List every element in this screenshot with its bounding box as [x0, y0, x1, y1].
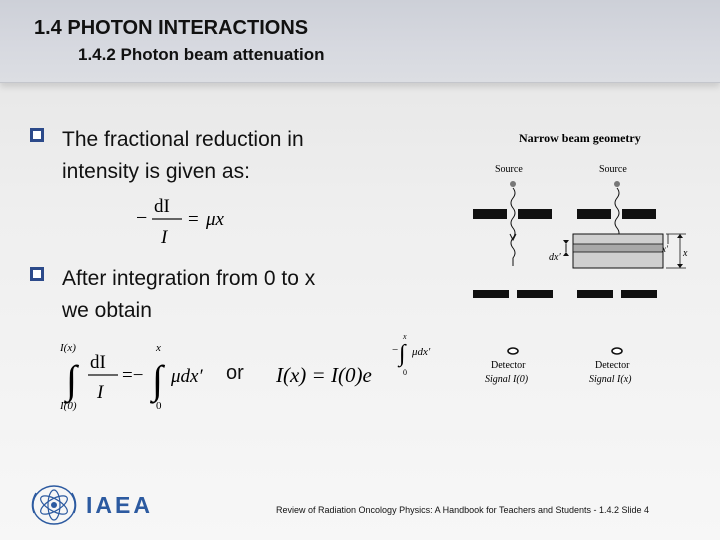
iaea-logo-icon [28, 483, 84, 527]
dx-arrow-top-icon [563, 240, 569, 244]
detector-left-icon [508, 348, 518, 354]
result-exp-lower: 0 [403, 368, 407, 377]
bullet-text: The fractional reduction in intensity is given as: [62, 128, 304, 183]
bullet-box-icon [30, 267, 44, 281]
or-word: or [226, 362, 244, 384]
equation-fractional-reduction [132, 188, 242, 250]
x-arrow-bottom-icon [677, 264, 683, 268]
narrow-beam-diagram [462, 122, 702, 390]
photon-beam-left [511, 188, 515, 266]
source-right-label: Source [599, 164, 627, 175]
result-exp-integral: ∫ [399, 341, 406, 367]
collimator-lower-left-a [473, 290, 509, 298]
equation-result [272, 330, 447, 390]
absorber-dx-layer [573, 244, 663, 252]
collimator-upper-left-a [473, 209, 507, 219]
dx-arrow-bottom-icon [563, 252, 569, 256]
integral-lower-limit-right: 0 [156, 400, 162, 412]
equation-integral [56, 338, 221, 416]
collimator-lower-left-b [517, 290, 553, 298]
bullet-text: After integration from 0 to x we obtain [62, 267, 316, 322]
integral-denominator: I [97, 382, 104, 403]
header-band [0, 0, 720, 83]
collimator-upper-right-a [577, 209, 611, 219]
integral-numerator: dI [90, 352, 106, 373]
detector-left-label: Detector [491, 360, 526, 371]
signal-right-label: Signal I(x) [589, 374, 632, 385]
x-prime-label: x′ [662, 244, 668, 254]
result-exp-minus: − [392, 344, 399, 356]
collimator-upper-left-b [518, 209, 552, 219]
eq-equals: = [188, 209, 199, 230]
integral-upper-limit-left: I(x) [60, 342, 76, 354]
eq-numerator: dI [154, 196, 170, 217]
detector-right-label: Detector [595, 360, 630, 371]
iaea-logo-text: IAEA [86, 492, 153, 518]
diagram-title: Narrow beam geometry [519, 131, 641, 145]
dx-label: dx′ [549, 252, 561, 263]
integral-lower-limit-left: I(0) [60, 400, 77, 412]
beam-arrow-left-icon [510, 234, 516, 240]
collimator-lower-right-a [577, 290, 613, 298]
bullet-box-icon [30, 128, 44, 142]
bullet-integration [30, 263, 315, 327]
x-arrow-top-icon [677, 234, 683, 238]
result-exp-integrand: μdx′ [412, 346, 431, 358]
slide-subtitle: 1.4.2 Photon beam attenuation [78, 45, 325, 64]
integral-sign-right: ∫ [152, 357, 163, 402]
integral-integrand: μdx′ [171, 366, 203, 387]
source-right-icon [614, 181, 620, 187]
eq-denominator: I [161, 227, 168, 248]
integral-sign-left: ∫ [66, 357, 77, 402]
slide-title: 1.4 PHOTON INTERACTIONS [34, 17, 309, 39]
bullet-fractional-reduction [30, 124, 304, 188]
result-exp-upper: x [403, 332, 407, 341]
result-main: I(x) = I(0)e [276, 363, 372, 387]
detector-right-icon [612, 348, 622, 354]
source-left-icon [510, 181, 516, 187]
eq-minus: − [136, 207, 148, 229]
collimator-lower-right-b [621, 290, 657, 298]
signal-left-label: Signal I(0) [485, 374, 529, 385]
x-label: x [683, 248, 688, 259]
collimator-upper-right-b [622, 209, 656, 219]
integral-equals-minus: =− [122, 365, 144, 386]
integral-upper-limit-right: x [156, 342, 161, 354]
source-left-label: Source [495, 164, 523, 175]
eq-rhs: μx [206, 209, 224, 230]
footer-citation: Review of Radiation Oncology Physics: A Handbook for Teachers and Students - 1.4.2 Slide 4 [276, 505, 650, 515]
